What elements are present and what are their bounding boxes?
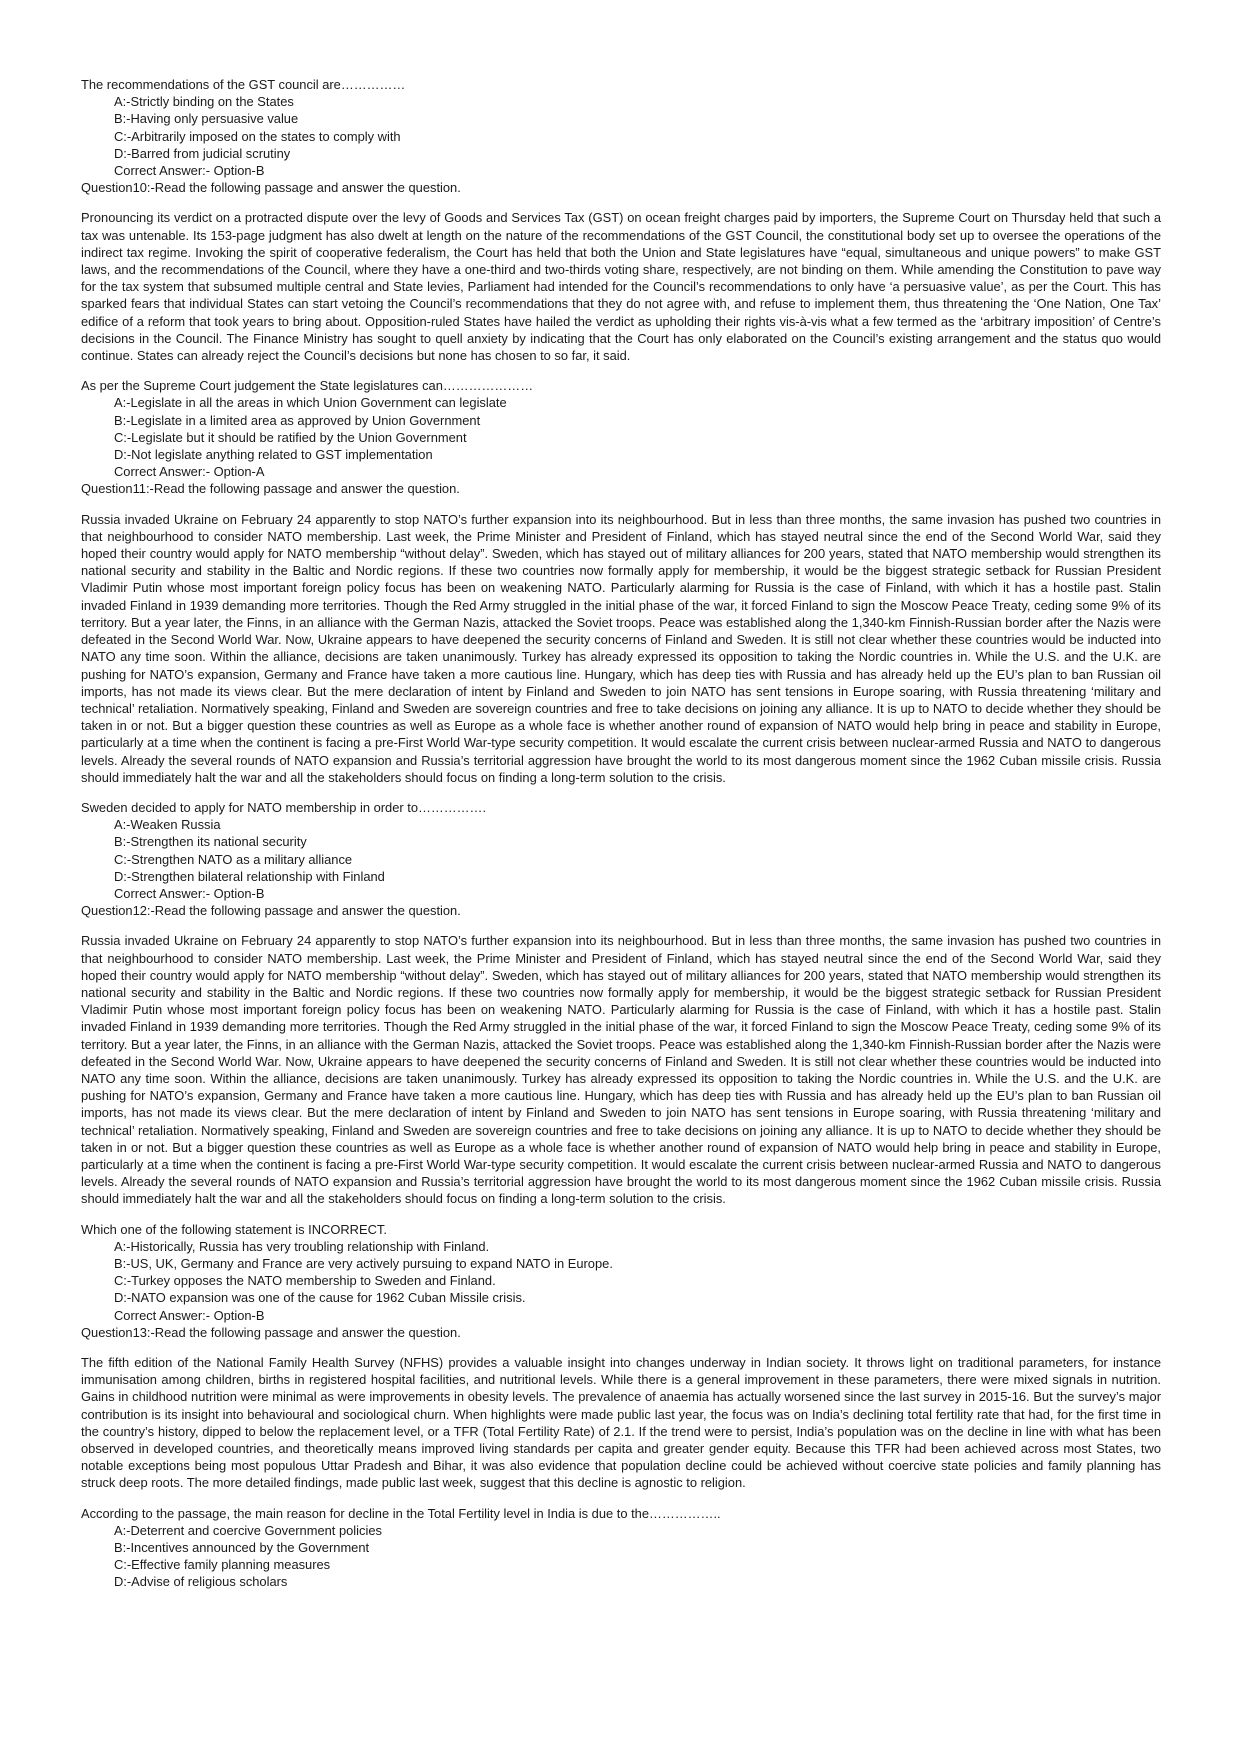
correct-answer: Correct Answer:- Option-B (114, 885, 265, 901)
question-text: Sweden decided to apply for NATO membership in order to……………. (81, 799, 487, 815)
question-block (81, 511, 1161, 920)
option-b: B:-Having only persuasive value (114, 111, 299, 127)
option-d: D:-Barred from judicial scrutiny (114, 145, 291, 161)
correct-answer: Correct Answer:- Option-B (114, 163, 265, 179)
question-text: The recommendations of the GST council are…………… (81, 77, 406, 92)
option-a: A:-Deterrent and coercive Government policies (114, 1522, 382, 1538)
question-text: Which one of the following statement is INCORRECT. (81, 1221, 387, 1237)
question-block (81, 209, 1161, 497)
option-c: C:-Legislate but it should be ratified by the Union Government (114, 429, 467, 445)
question-text: According to the passage, the main reason for decline in the Total Fertility level in India is due to the…………….. (81, 1505, 721, 1521)
option-b: B:-Legislate in a limited area as approved by Union Government (114, 412, 481, 428)
question-block (81, 1354, 1161, 1591)
option-d: D:-Advise of religious scholars (114, 1574, 288, 1590)
option-b: B:-US, UK, Germany and France are very actively pursuing to expand NATO in Europe. (114, 1256, 613, 1271)
passage-text: Russia invaded Ukraine on February 24 apparently to stop NATO’s further expansion into its neighbourhood. But in less than three months, the same invasion has pushed two countries in that neighbourhood to consider NATO membership. Last week, the Prime Minister and President of Finland, which has stayed neutral since the end of the Second World War, said they hoped their country would apply for NATO membership “without delay”. Sweden, which has stayed out of military alliances for 200 years, stated that NATO membership would strengthen its national security and stability in the Baltic and Nordic regions. If these two countries now formally apply for membership, it would be the biggest strategic setback for Russian President Vladimir Putin whose most important foreign policy focus has been on weakening NATO. Particularly alarming for Russia is the case of Finland, with which it has a hostile past. Stalin invaded Finland in 1939 demanding more territories. Though the Red Army struggled in the initial phase of the war, it forced Finland to sign the Moscow Peace Treaty, ceding some 9% of its territory. But a year later, the Finns, in an alliance with the German Nazis, attacked the Soviet troops. Peace was established along the 1,340-km Finnish-Russian border after the Nazis were defeated in the Second World War. Now, Ukraine appears to have deepened the security concerns of Finland and Sweden. It is still not clear whether these countries would be inducted into NATO any time soon. Within the alliance, decisions are taken unanimously. Turkey has already expressed its opposition to taking the Nordic countries in. While the U.S. and the U.K. are pushing for NATO’s expansion, Germany and France have taken a more cautious line. Hungary, which has deep ties with Russia and has already held up the EU’s plan to ban Russian oil imports, has not made its views clear. But the mere declaration of intent by Finland and Sweden to join NATO has sent tensions in Europe soaring, with Russia threatening ‘military and technical’ retaliation. Normatively speaking, Finland and Sweden are sovereign countries and free to take decisions on joining any alliance. It is up to NATO to decide whether they should be taken in or not. But a bigger question these countries as well as Europe as a whole face is whether another round of expansion of NATO would help bring in peace and stability in Europe, particularly at a time when the continent is facing a pre-First World War-type security competition. It would escalate the current crisis between nuclear-armed Russia and NATO to dangerous levels. Already the several rounds of NATO expansion and Russia’s territorial aggression have brought the world to its most dangerous moment since the 1962 Cuban missile crisis. Russia should immediately halt the war and all the stakeholders should focus on finding a long-term solution to the crisis. (81, 933, 1161, 1207)
option-c: C:-Turkey opposes the NATO membership to Sweden and Finland. (114, 1273, 496, 1289)
passage-text: The fifth edition of the National Family Health Survey (NFHS) provides a valuable insight into changes underway in Indian society. It throws light on traditional parameters, for instance immunisation among children, births in registered hospital facilities, and nutritional levels. While there is a general improvement in these parameters, there were mixed signals in nutrition. Gains in childhood nutrition were minimal as were improvements in obesity levels. The prevalence of anaemia has actually worsened since the last survey in 2015-16. But the survey’s major contribution is its insight into behavioural and sociological churn. When highlights were made public last year, the focus was on India’s declining total fertility rate that had, for the first time in the country’s history, dipped to below the replacement level, or a TFR (Total Fertility Rate) of 2.1. If the trend were to persist, India’s population was on the decline in line with what has been observed in developed countries, and theoretically means improved living standards per capita and greater gender equity. Because this TFR had been achieved across most States, two notable exceptions being most populous Uttar Pradesh and Bihar, it was also evidence that population decline could be achieved without coercive state policies and family planning has struck deep roots. The more detailed findings, made public last week, suggest that this decline is agnostic to religion. (81, 1355, 1161, 1491)
question-header: Question13:-Read the following passage and answer the question. (81, 1324, 461, 1340)
option-c: C:-Strengthen NATO as a military alliance (114, 851, 353, 867)
question-header: Question12:-Read the following passage and answer the question. (81, 903, 461, 919)
question-text: As per the Supreme Court judgement the State legislatures can………………… (81, 378, 534, 394)
question-block (81, 932, 1161, 1341)
passage-text: Pronouncing its verdict on a protracted dispute over the levy of Goods and Services Tax (GST) on ocean freight charges paid by importers, the Supreme Court on Thursday held that such a tax was untenable. Its 153-page judgment has also dwelt at length on the nature of the recommendations of the GST Council, the constitutional body set up to oversee the operations of the indirect tax regime. Invoking the spirit of cooperative federalism, the Court has held that both the Union and State legislatures have “equal, simultaneous and unique powers” to make GST laws, and the recommendations of the Council, where they have a one-third and two-thirds voting share, respectively, are not binding on them. While amending the Constitution to pave way for the tax system that subsumed multiple central and State levies, Parliament had intended for the Council’s recommendations to only have ‘a persuasive value’, as per the Court. This has sparked fears that individual States can start vetoing the Council’s recommendations that they do not agree with, and refuse to implement them, thus threatening the ‘One Nation, One Tax’ edifice of a reform that took years to bring about. Opposition-ruled States have hailed the verdict as upholding their rights vis-à-vis what a few termed as the ‘arbitrary imposition’ of Centre’s decisions in the Council. The Finance Ministry has sought to quell anxiety by indicating that the Court has only elaborated on the Council’s existing arrangement and the status quo would continue. States can already reject the Council’s decisions but none has chosen to so far, it said. (81, 210, 1161, 364)
question-header: Question10:-Read the following passage and answer the question. (81, 180, 461, 196)
option-c: C:-Arbitrarily imposed on the states to comply with (114, 128, 401, 144)
option-b: B:-Strengthen its national security (114, 834, 307, 850)
correct-answer: Correct Answer:- Option-B (114, 1307, 265, 1323)
option-a: A:-Legislate in all the areas in which Union Government can legislate (114, 395, 507, 411)
question-block (81, 76, 1161, 196)
option-d: D:-Strengthen bilateral relationship with Finland (114, 868, 385, 884)
option-c: C:-Effective family planning measures (114, 1557, 331, 1573)
option-a: A:-Strictly binding on the States (114, 94, 294, 110)
option-a: A:-Weaken Russia (114, 817, 221, 833)
option-b: B:-Incentives announced by the Government (114, 1540, 370, 1556)
question-header: Question11:-Read the following passage and answer the question. (81, 481, 460, 497)
option-d: D:-Not legislate anything related to GST implementation (114, 447, 433, 463)
option-a: A:-Historically, Russia has very troubling relationship with Finland. (114, 1238, 490, 1254)
correct-answer: Correct Answer:- Option-A (114, 464, 265, 480)
option-d: D:-NATO expansion was one of the cause for 1962 Cuban Missile crisis. (114, 1290, 526, 1306)
passage-text: Russia invaded Ukraine on February 24 apparently to stop NATO’s further expansion into its neighbourhood. But in less than three months, the same invasion has pushed two countries in that neighbourhood to consider NATO membership. Last week, the Prime Minister and President of Finland, which has stayed neutral since the end of the Second World War, said they hoped their country would apply for NATO membership “without delay”. Sweden, which has stayed out of military alliances for 200 years, stated that NATO membership would strengthen its national security and stability in the Baltic and Nordic regions. If these two countries now formally apply for membership, it would be the biggest strategic setback for Russian President Vladimir Putin whose most important foreign policy focus has been on weakening NATO. Particularly alarming for Russia is the case of Finland, with which it has a hostile past. Stalin invaded Finland in 1939 demanding more territories. Though the Red Army struggled in the initial phase of the war, it forced Finland to sign the Moscow Peace Treaty, ceding some 9% of its territory. But a year later, the Finns, in an alliance with the German Nazis, attacked the Soviet troops. Peace was established along the 1,340-km Finnish-Russian border after the Nazis were defeated in the Second World War. Now, Ukraine appears to have deepened the security concerns of Finland and Sweden. It is still not clear whether these countries would be inducted into NATO any time soon. Within the alliance, decisions are taken unanimously. Turkey has already expressed its opposition to taking the Nordic countries in. While the U.S. and the U.K. are pushing for NATO’s expansion, Germany and France have taken a more cautious line. Hungary, which has deep ties with Russia and has already held up the EU’s plan to ban Russian oil imports, has not made its views clear. But the mere declaration of intent by Finland and Sweden to join NATO has sent tensions in Europe soaring, with Russia threatening ‘military and technical’ retaliation. Normatively speaking, Finland and Sweden are sovereign countries and free to take decisions on joining any alliance. It is up to NATO to decide whether they should be taken in or not. But a bigger question these countries as well as Europe as a whole face is whether another round of expansion of NATO would help bring in peace and stability in Europe, particularly at a time when the continent is facing a pre-First World War-type security competition. It would escalate the current crisis between nuclear-armed Russia and NATO to dangerous levels. Already the several rounds of NATO expansion and Russia’s territorial aggression have brought the world to its most dangerous moment since the 1962 Cuban missile crisis. Russia should immediately halt the war and all the stakeholders should focus on finding a long-term solution to the crisis. (81, 511, 1161, 785)
